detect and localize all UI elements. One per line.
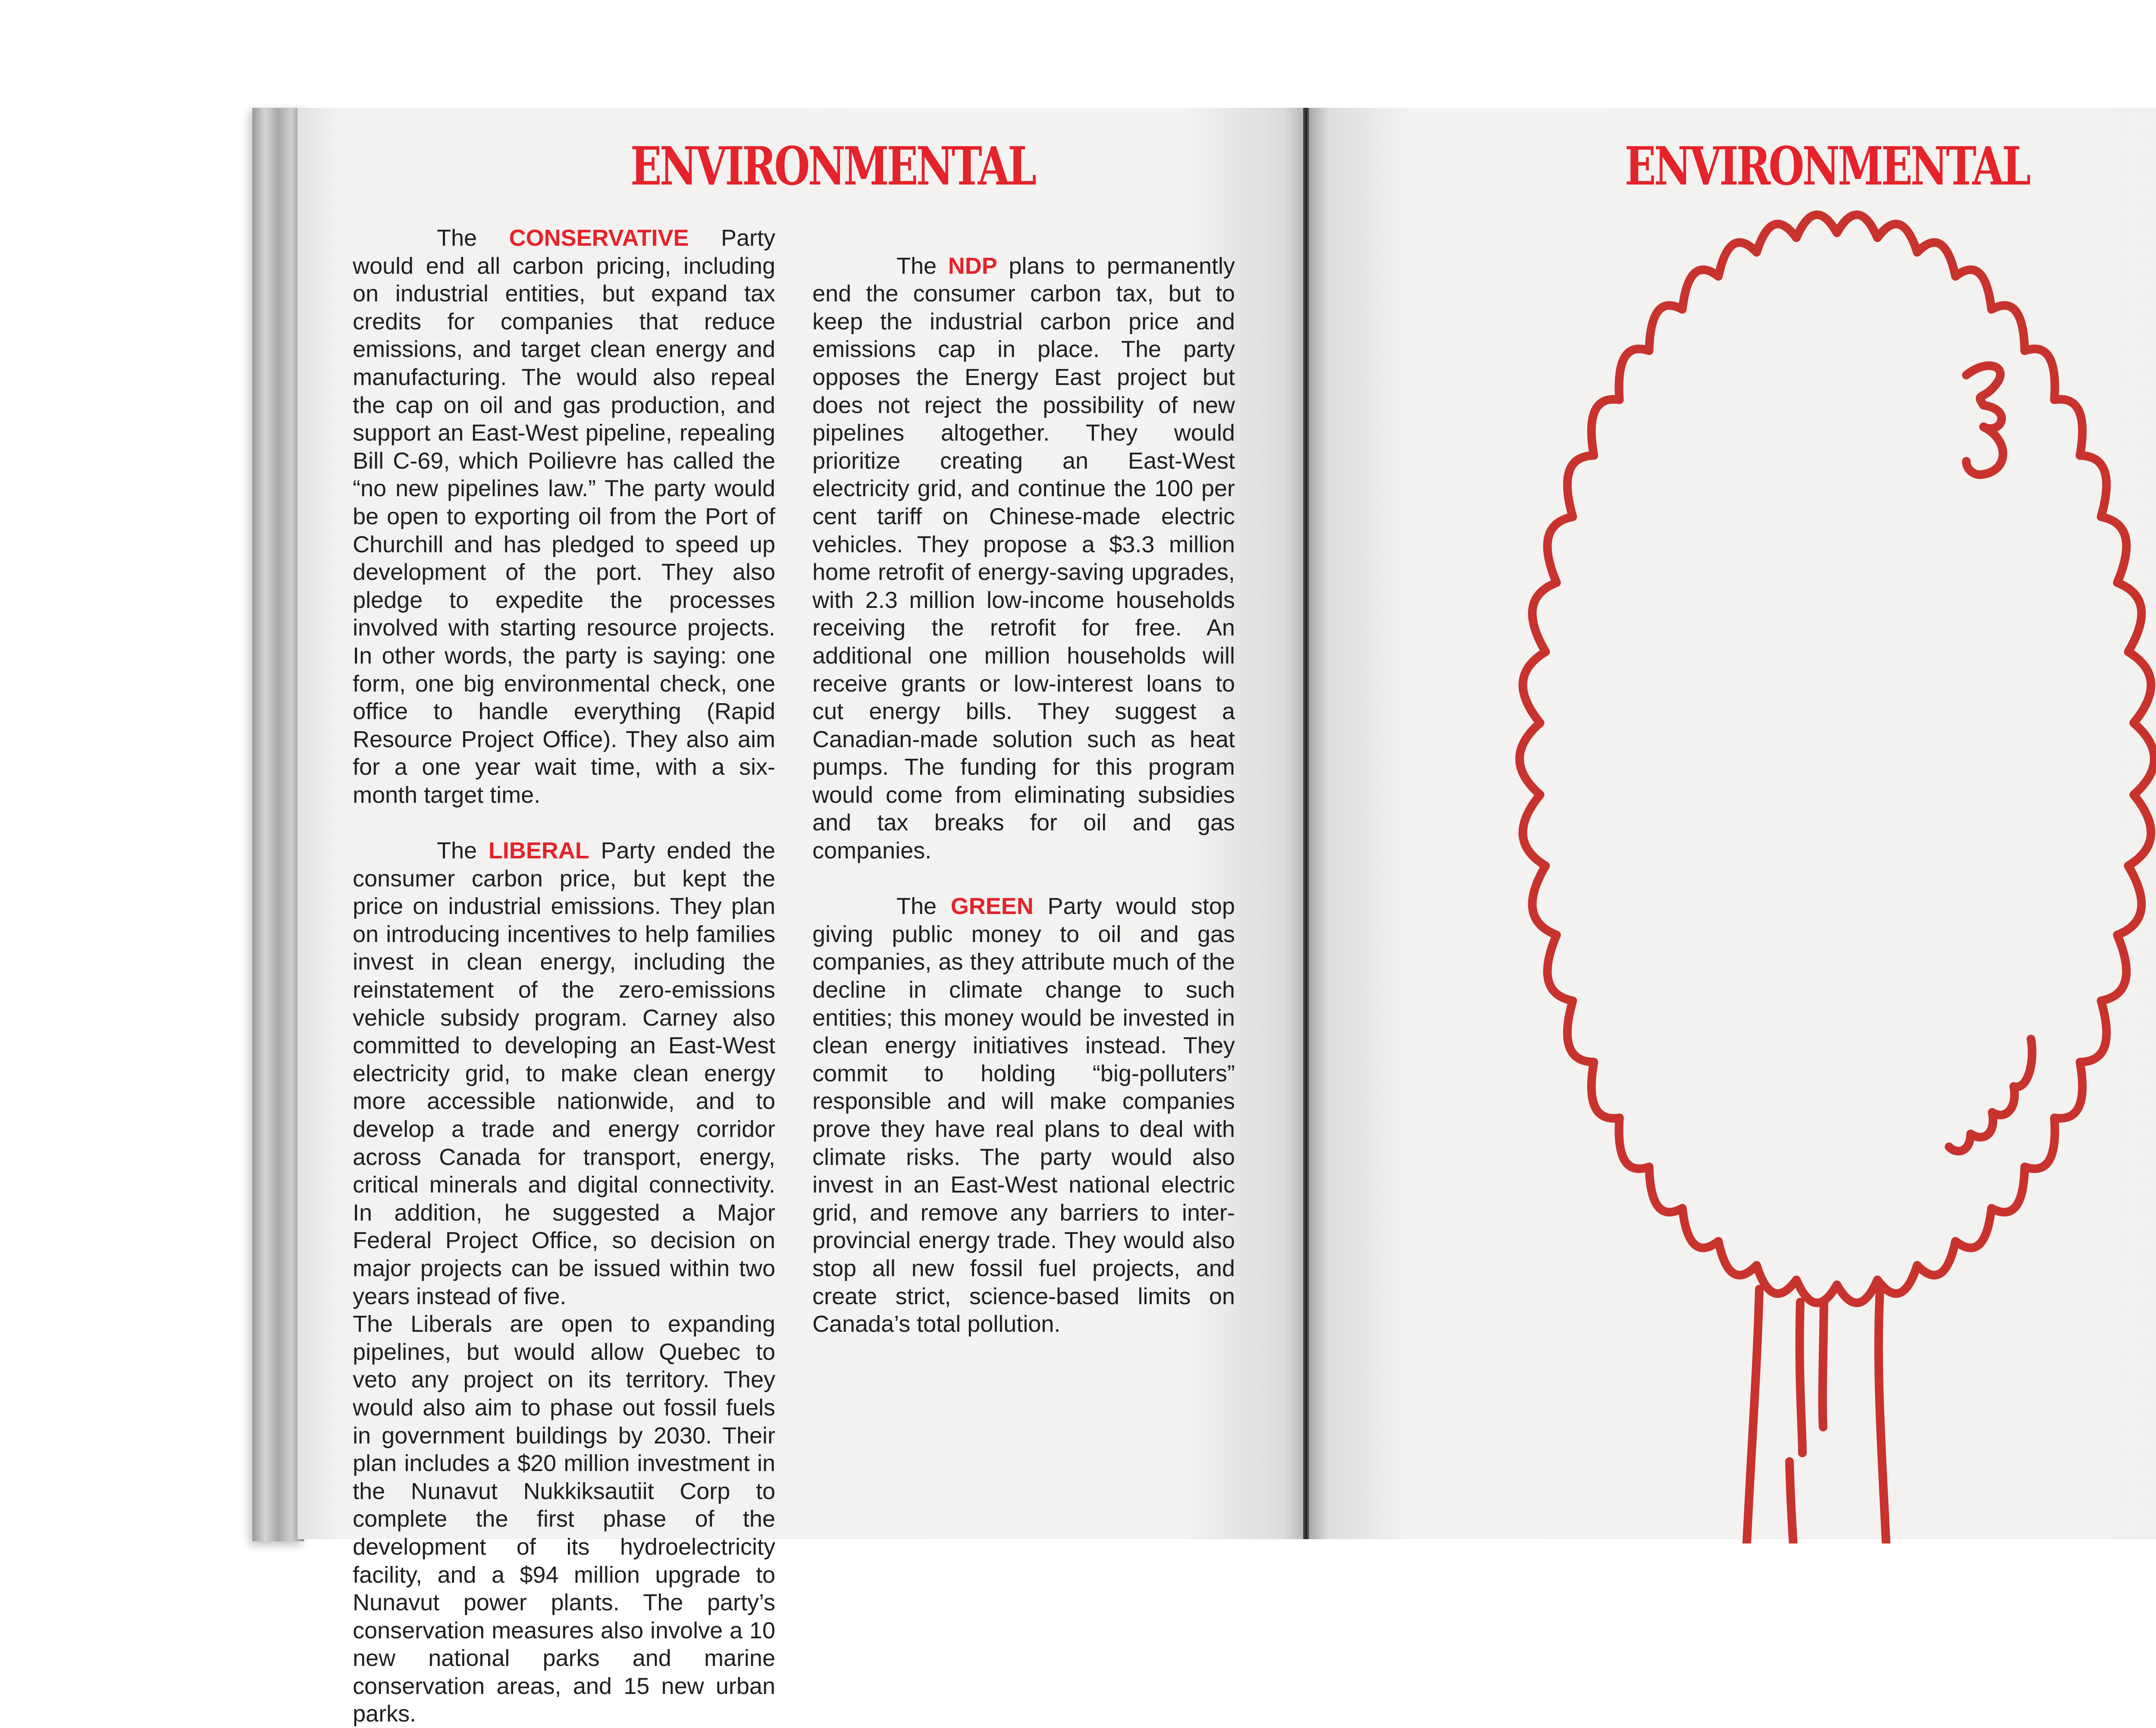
trunk-base-mark bbox=[1789, 1462, 1794, 1543]
conservative-text: Party would end all carbon pricing, including on industrial entities, but expand tax credits for companies that reduce emissions, and target clean energy and manufacturing. The would also repeal the cap on oil and gas production, and support an East-West pipeline, repealing Bill C-69, which Poilievre has called the “no new pipelines law.” The party would be open to exporting oil from the Port of Churchill and has pledged to speed up development of the port. They also pledge to expedite the processes involved with starting resource projects. In other words, the party is saying: one form, one big environmental check, one office to handle everything (Rapid Resource Project Office). They also aim for a one year wait time, with a six-month target time. bbox=[353, 225, 775, 808]
ndp-paragraph bbox=[812, 252, 1235, 865]
left-page-stack-edge bbox=[252, 108, 304, 1541]
party-name-liberal: LIBERAL bbox=[488, 838, 589, 864]
green-paragraph bbox=[812, 892, 1235, 1338]
ndp-lead: The bbox=[896, 253, 948, 279]
canopy-detail-lower bbox=[1949, 1039, 2032, 1151]
left-page-heading: ENVIRONMENTAL bbox=[630, 135, 1035, 197]
liberal-text: Party ended the consumer carbon price, but kept the price on industrial emissions. They plan on introducing incentives to help families invest in clean energy, including the reinstatement of the zero-emissions vehicle subsidy program. Carney also committed to developing an East-West electricity grid, to make clean energy more accessible nationwide, and to develop a trade and energy corridor across Canada for transport, energy, critical minerals and digital connectivity. In addition, he suggested a Major Federal Project Office, so decision on major projects can be issued within two years instead of five. bbox=[353, 838, 775, 1309]
liberal-paragraph bbox=[353, 837, 775, 1310]
party-name-ndp: NDP bbox=[948, 253, 997, 279]
liberal-lead: The bbox=[437, 838, 489, 864]
tree-illustration bbox=[1466, 142, 2156, 1543]
right-page-heading: ENVIRONMENTAL bbox=[1625, 135, 2029, 197]
trunk-right-line bbox=[1879, 1289, 1887, 1543]
green-lead: The bbox=[896, 893, 951, 920]
party-name-conservative: CONSERVATIVE bbox=[509, 225, 689, 251]
tree-canopy-outline bbox=[1520, 215, 2154, 1303]
green-text: Party would stop giving public money to oil and gas companies, as they attribute much of the decline in climate change to such entities; this money would be invested in clean energy initiatives instead. They commit to holding “big-polluters” responsible and will make companies prove they have real plans to deal with climate risks. The party would also invest in an East-West national electric grid, and remove any barriers to inter-provincial energy trade. They would also stop all new fossil fuel projects, and create strict, science-based limits on Canada’s total pollution. bbox=[812, 893, 1235, 1337]
text-column-2 bbox=[812, 224, 1235, 1338]
trunk-inner-middle bbox=[1823, 1302, 1824, 1427]
conservative-paragraph bbox=[353, 224, 775, 809]
trunk-left-line bbox=[1746, 1289, 1759, 1543]
text-column-1 bbox=[353, 224, 775, 1728]
trunk-inner-left bbox=[1800, 1302, 1802, 1453]
ndp-text: plans to permanently end the consumer carbon tax, but to keep the industrial carbon price and emissions cap in place. The party opposes the Energy East project but does not reject the possibility of new pipelines altogether. They would prioritize creating an East-West electricity grid, and continue the 100 per cent tariff on Chinese-made electric vehicles. They propose a $3.3 million home retrofit of energy-saving upgrades, with 2.3 million low-income households receiving the retrofit for free. An additional one million households will receive grants or low-interest loans to cut energy bills. They suggest a Canadian-made solution such as heat pumps. The funding for this program would come from eliminating subsidies and tax breaks for oil and gas companies. bbox=[812, 253, 1235, 864]
book-spine bbox=[1303, 108, 1309, 1539]
liberal-paragraph-2: The Liberals are open to expanding pipelines, but would allow Quebec to veto any project on its territory. They would also aim to phase out fossil fuels in government buildings by 2030. Their plan includes a $20 million investment in the Nunavut Nukkiksautiit Corp to complete the first phase of the development of its hydroelectricity facility, and a $94 million upgrade to Nunavut power plants. The party’s conservation measures also involve a 10 new national parks and marine conservation areas, and 15 new urban parks. bbox=[353, 1311, 775, 1727]
party-name-green: GREEN bbox=[950, 893, 1034, 920]
conservative-lead: The bbox=[437, 225, 509, 251]
canopy-detail-upper bbox=[1966, 366, 2003, 475]
